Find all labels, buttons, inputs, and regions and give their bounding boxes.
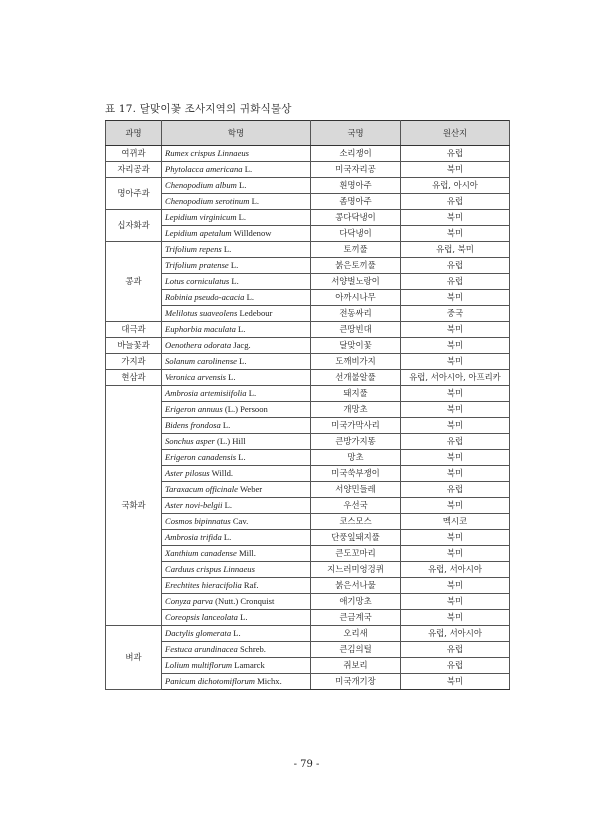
origin-cell: 유럽: [401, 258, 510, 274]
korean-name-cell: 미국개기장: [311, 674, 401, 690]
origin-cell: 북미: [401, 450, 510, 466]
table-row: [106, 610, 510, 626]
korean-name-cell: 도깨비가지: [311, 354, 401, 370]
korean-name-cell: 쥐보리: [311, 658, 401, 674]
header-origin: 원산지: [401, 121, 510, 146]
family-cell: 명아주과: [106, 178, 162, 210]
korean-name-cell: 붉은서나물: [311, 578, 401, 594]
table-row: [106, 450, 510, 466]
species-name: Taraxacum officinale: [165, 484, 238, 494]
species-name: Dactylis glomerata: [165, 628, 232, 638]
author-citation: L.: [237, 612, 248, 622]
species-name: Erigeron annuus: [165, 404, 223, 414]
table-row: [106, 578, 510, 594]
author-citation: L.: [242, 164, 253, 174]
species-name: Lolium multiflorum: [165, 660, 233, 670]
table-row: [106, 530, 510, 546]
origin-cell: 유럽: [401, 642, 510, 658]
korean-name-cell: 오리새: [311, 626, 401, 642]
origin-cell: 유럽: [401, 194, 510, 210]
korean-name-cell: 단풍잎돼지풀: [311, 530, 401, 546]
origin-cell: 북미: [401, 530, 510, 546]
table-row: [106, 418, 510, 434]
author-citation: L.: [249, 196, 259, 206]
korean-name-cell: 큰땅빈대: [311, 322, 401, 338]
table-row: [106, 194, 510, 210]
species-name: Cosmos bipinnatus: [165, 516, 231, 526]
species-name: Trifolium pratense: [165, 260, 229, 270]
scientific-name-cell: [162, 482, 311, 498]
korean-name-cell: 미국가막사리: [311, 418, 401, 434]
family-cell: 콩과: [106, 242, 162, 322]
origin-cell: 중국: [401, 306, 510, 322]
author-citation: Michx.: [255, 676, 282, 686]
origin-cell: 북미: [401, 610, 510, 626]
table-row: [106, 562, 510, 578]
origin-cell: 유럽: [401, 434, 510, 450]
table-row: [106, 226, 510, 242]
table-body: [106, 146, 510, 690]
table-row: [106, 466, 510, 482]
species-name: Sonchus asper: [165, 436, 215, 446]
origin-cell: 유럽, 서아시아, 아프리카: [401, 370, 510, 386]
species-name: Phytolacca americana: [165, 164, 243, 174]
species-name: Euphorbia maculata: [165, 324, 236, 334]
origin-cell: 북미: [401, 322, 510, 338]
scientific-name-cell: [162, 306, 311, 322]
author-citation: Cav.: [230, 516, 249, 526]
table-row: [106, 290, 510, 306]
author-citation: L.: [221, 532, 232, 542]
korean-name-cell: 서양벌노랑이: [311, 274, 401, 290]
table-row: [106, 386, 510, 402]
naturalized-plants-table: [105, 120, 510, 690]
species-name: Chenopodium album: [165, 180, 237, 190]
table-row: [106, 274, 510, 290]
origin-cell: 멕시코: [401, 514, 510, 530]
korean-name-cell: 좀명아주: [311, 194, 401, 210]
family-cell: 가지과: [106, 354, 162, 370]
korean-name-cell: 애기망초: [311, 594, 401, 610]
author-citation: L.: [246, 388, 257, 398]
table-row: [106, 482, 510, 498]
page-number: - 79 -: [293, 759, 320, 770]
korean-name-cell: 큰도꼬마리: [311, 546, 401, 562]
species-name: Solanum carolinense: [165, 356, 238, 366]
korean-name-cell: 선개불알풀: [311, 370, 401, 386]
species-name: Xanthium canadense: [165, 548, 237, 558]
author-citation: Raf.: [241, 580, 259, 590]
family-cell: 국화과: [106, 386, 162, 626]
scientific-name-cell: [162, 386, 311, 402]
origin-cell: 북미: [401, 418, 510, 434]
species-name: Aster novi-belgii: [165, 500, 223, 510]
table-row: [106, 402, 510, 418]
table-caption: 표 17. 달맞이꽃 조사지역의 귀화식물상: [105, 103, 292, 115]
scientific-name-cell: [162, 210, 311, 226]
family-cell: 자리공과: [106, 162, 162, 178]
scientific-name-cell: [162, 578, 311, 594]
family-cell: 대극과: [106, 322, 162, 338]
scientific-name-cell: [162, 370, 311, 386]
origin-cell: 북미: [401, 498, 510, 514]
scientific-name-cell: [162, 562, 311, 578]
korean-name-cell: 토끼풀: [311, 242, 401, 258]
family-cell: 현삼과: [106, 370, 162, 386]
origin-cell: 북미: [401, 466, 510, 482]
korean-name-cell: 소리쟁이: [311, 146, 401, 162]
species-name: Carduus crispus Linnaeus: [165, 564, 255, 574]
table-row: [106, 642, 510, 658]
header-scientific-name: 학명: [162, 121, 311, 146]
table-row: [106, 594, 510, 610]
table-header-row: [106, 121, 510, 146]
table-row: [106, 322, 510, 338]
scientific-name-cell: [162, 178, 311, 194]
author-citation: (L.) Persoon: [222, 404, 268, 414]
scientific-name-cell: [162, 162, 311, 178]
table-row: [106, 242, 510, 258]
table-row: [106, 210, 510, 226]
origin-cell: 북미: [401, 402, 510, 418]
scientific-name-cell: [162, 546, 311, 562]
table-row: [106, 258, 510, 274]
korean-name-cell: 흰명아주: [311, 178, 401, 194]
origin-cell: 북미: [401, 338, 510, 354]
korean-name-cell: 달맞이꽃: [311, 338, 401, 354]
scientific-name-cell: [162, 194, 311, 210]
scientific-name-cell: [162, 498, 311, 514]
author-citation: L.: [237, 356, 247, 366]
korean-name-cell: 다닥냉이: [311, 226, 401, 242]
author-citation: Willd.: [209, 468, 234, 478]
header-korean-name: 국명: [311, 121, 401, 146]
species-name: Aster pilosus: [165, 468, 210, 478]
author-citation: L.: [226, 372, 236, 382]
table-row: [106, 498, 510, 514]
species-name: Erigeron canadensis: [165, 452, 237, 462]
origin-cell: 유럽: [401, 482, 510, 498]
author-citation: L.: [221, 244, 232, 254]
origin-cell: 북미: [401, 386, 510, 402]
family-cell: 여뀌과: [106, 146, 162, 162]
scientific-name-cell: [162, 514, 311, 530]
author-citation: Schreb.: [237, 644, 266, 654]
korean-name-cell: 콩다닥냉이: [311, 210, 401, 226]
scientific-name-cell: [162, 530, 311, 546]
origin-cell: 북미: [401, 578, 510, 594]
author-citation: L.: [244, 292, 255, 302]
table-row: [106, 546, 510, 562]
scientific-name-cell: [162, 434, 311, 450]
table-row: [106, 434, 510, 450]
korean-name-cell: 큰방가지똥: [311, 434, 401, 450]
korean-name-cell: 아까시나무: [311, 290, 401, 306]
scientific-name-cell: [162, 290, 311, 306]
table-row: [106, 514, 510, 530]
origin-cell: 유럽, 아시아: [401, 178, 510, 194]
species-name: Oenothera odorata: [165, 340, 232, 350]
table-row: [106, 626, 510, 642]
scientific-name-cell: [162, 258, 311, 274]
author-citation: Weber: [237, 484, 263, 494]
scientific-name-cell: [162, 642, 311, 658]
origin-cell: 유럽, 북미: [401, 242, 510, 258]
korean-name-cell: 서양민들레: [311, 482, 401, 498]
species-name: Lepidium apetalum: [165, 228, 232, 238]
species-name: Festuca arundinacea: [165, 644, 238, 654]
species-name: Veronica arvensis: [165, 372, 227, 382]
scientific-name-cell: [162, 466, 311, 482]
scientific-name-cell: [162, 146, 311, 162]
origin-cell: 유럽, 서아시아: [401, 562, 510, 578]
species-name: Chenopodium serotinum: [165, 196, 250, 206]
table-row: [106, 354, 510, 370]
origin-cell: 북미: [401, 354, 510, 370]
species-name: Erechtites hieracifolia: [165, 580, 242, 590]
author-citation: Ledebour: [237, 308, 273, 318]
species-name: Melilotus suaveolens: [165, 308, 238, 318]
origin-cell: 북미: [401, 546, 510, 562]
species-name: Conyza parva: [165, 596, 213, 606]
author-citation: L.: [236, 212, 247, 222]
author-citation: (Nutt.) Cronquist: [212, 596, 275, 606]
korean-name-cell: 붉은토끼풀: [311, 258, 401, 274]
origin-cell: 유럽: [401, 658, 510, 674]
scientific-name-cell: [162, 402, 311, 418]
family-cell: 벼과: [106, 626, 162, 690]
korean-name-cell: 미국자리공: [311, 162, 401, 178]
header-family: 과명: [106, 121, 162, 146]
species-name: Coreopsis lanceolata: [165, 612, 238, 622]
author-citation: Lamarck: [232, 660, 265, 670]
author-citation: (L.) Hill: [214, 436, 246, 446]
table-row: [106, 178, 510, 194]
author-citation: L.: [236, 452, 246, 462]
scientific-name-cell: [162, 594, 311, 610]
korean-name-cell: 미국쑥부쟁이: [311, 466, 401, 482]
table-row: [106, 674, 510, 690]
scientific-name-cell: [162, 658, 311, 674]
scientific-name-cell: [162, 450, 311, 466]
origin-cell: 북미: [401, 210, 510, 226]
scientific-name-cell: [162, 610, 311, 626]
author-citation: L.: [231, 628, 241, 638]
family-cell: 십자화과: [106, 210, 162, 242]
scientific-name-cell: [162, 274, 311, 290]
table-row: [106, 338, 510, 354]
scientific-name-cell: [162, 322, 311, 338]
species-name: Rumex crispus Linnaeus: [165, 148, 250, 158]
korean-name-cell: 돼지풀: [311, 386, 401, 402]
species-name: Ambrosia trifida: [165, 532, 222, 542]
table-row: [106, 162, 510, 178]
author-citation: Jacg.: [231, 340, 251, 350]
author-citation: L.: [235, 324, 246, 334]
author-citation: L.: [236, 180, 247, 190]
scientific-name-cell: [162, 338, 311, 354]
author-citation: L.: [222, 500, 233, 510]
author-citation: L.: [220, 420, 231, 430]
origin-cell: 유럽, 서아시아: [401, 626, 510, 642]
korean-name-cell: 큰김의털: [311, 642, 401, 658]
species-name: Ambrosia artemisiifolia: [165, 388, 247, 398]
author-citation: L.: [228, 260, 239, 270]
author-citation: L.: [229, 276, 239, 286]
origin-cell: 유럽: [401, 146, 510, 162]
table-row: [106, 146, 510, 162]
table-row: [106, 306, 510, 322]
korean-name-cell: 전동싸리: [311, 306, 401, 322]
species-name: Lepidium virginicum: [165, 212, 237, 222]
scientific-name-cell: [162, 626, 311, 642]
korean-name-cell: 개망초: [311, 402, 401, 418]
table-row: [106, 658, 510, 674]
scientific-name-cell: [162, 242, 311, 258]
scientific-name-cell: [162, 226, 311, 242]
species-name: Lotus corniculatus: [165, 276, 230, 286]
author-citation: Mill.: [236, 548, 256, 558]
scientific-name-cell: [162, 418, 311, 434]
author-citation: Willdenow: [231, 228, 272, 238]
family-cell: 바늘꽃과: [106, 338, 162, 354]
species-name: Bidens frondosa: [165, 420, 221, 430]
origin-cell: 북미: [401, 674, 510, 690]
korean-name-cell: 우선국: [311, 498, 401, 514]
origin-cell: 유럽: [401, 274, 510, 290]
species-name: Trifolium repens: [165, 244, 222, 254]
species-name: Panicum dichotomiflorum: [165, 676, 255, 686]
korean-name-cell: 망초: [311, 450, 401, 466]
origin-cell: 북미: [401, 290, 510, 306]
korean-name-cell: 큰금계국: [311, 610, 401, 626]
origin-cell: 북미: [401, 162, 510, 178]
table-row: [106, 370, 510, 386]
species-name: Robinia pseudo-acacia: [165, 292, 245, 302]
korean-name-cell: 지느러미엉겅퀴: [311, 562, 401, 578]
scientific-name-cell: [162, 674, 311, 690]
scientific-name-cell: [162, 354, 311, 370]
origin-cell: 북미: [401, 226, 510, 242]
origin-cell: 북미: [401, 594, 510, 610]
korean-name-cell: 코스모스: [311, 514, 401, 530]
